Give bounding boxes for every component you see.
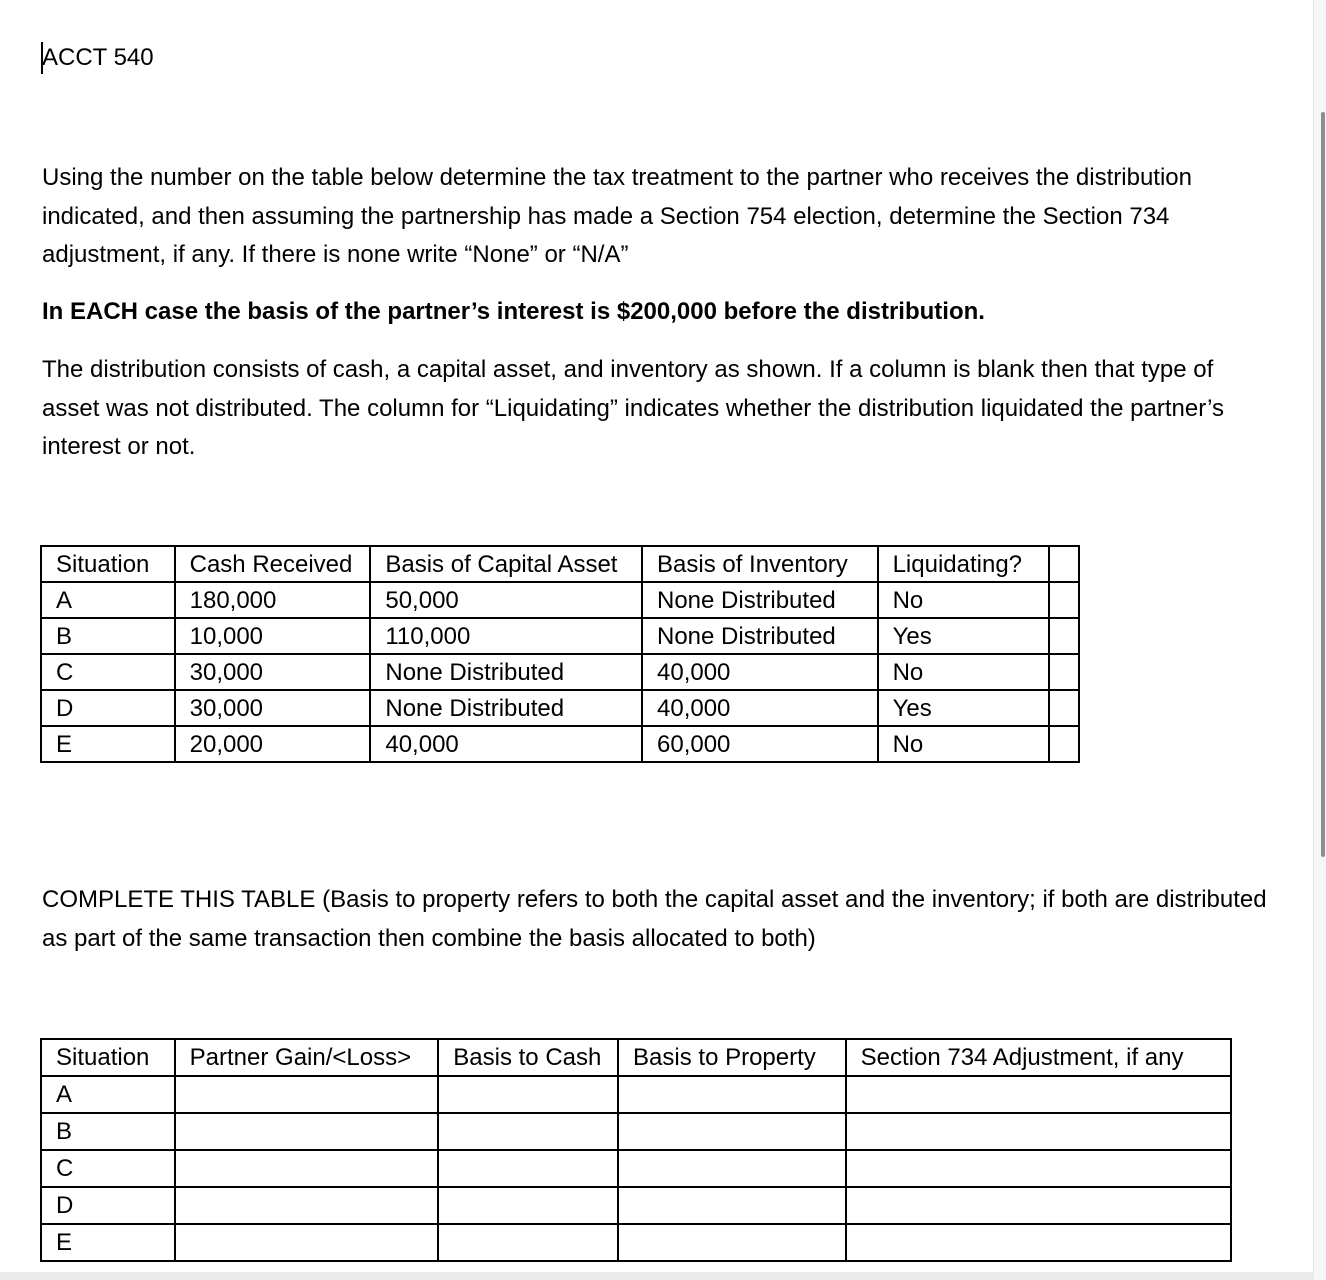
- table-row: [41, 582, 1079, 618]
- header-cell: Basis of Inventory: [642, 546, 878, 582]
- header-cell: Cash Received: [175, 546, 371, 582]
- table-cell: 60,000: [642, 726, 878, 762]
- distribution-table: [40, 545, 1080, 763]
- answer-cell[interactable]: [618, 1187, 846, 1224]
- table-cell: 30,000: [175, 654, 371, 690]
- table-row: [41, 1224, 1231, 1261]
- table-cell: C: [41, 1150, 175, 1187]
- table-cell: None Distributed: [642, 618, 878, 654]
- answer-cell[interactable]: [618, 1224, 846, 1261]
- table-row: [41, 726, 1079, 762]
- table-cell: 20,000: [175, 726, 371, 762]
- table-row: [41, 690, 1079, 726]
- table-row: [41, 1113, 1231, 1150]
- instruction-paragraph-basis: In EACH case the basis of the partner’s interest is $200,000 before the distribution.: [42, 298, 985, 325]
- answer-cell[interactable]: [175, 1150, 439, 1187]
- header-cell: Situation: [41, 1039, 175, 1076]
- table-cell: None Distributed: [642, 582, 878, 618]
- table-cell: Yes: [878, 618, 1050, 654]
- header-cell: Liquidating?: [878, 546, 1050, 582]
- table-cell: 30,000: [175, 690, 371, 726]
- table-cell: D: [41, 1187, 175, 1224]
- answer-cell[interactable]: [438, 1224, 618, 1261]
- answer-cell[interactable]: [438, 1113, 618, 1150]
- table-cell: E: [41, 726, 175, 762]
- table-row: [41, 618, 1079, 654]
- course-title: ACCT 540: [42, 44, 154, 71]
- table-cell: [1049, 654, 1079, 690]
- table-row: [41, 1187, 1231, 1224]
- answer-cell[interactable]: [438, 1076, 618, 1113]
- answer-cell[interactable]: [846, 1224, 1231, 1261]
- answer-cell[interactable]: [438, 1187, 618, 1224]
- instruction-paragraph-1: Using the number on the table below determine the tax treatment to the partner who receives the distribution indicated, and then assuming the partnership has made a Section 754 election, determine the Section 734 adjustment, if any. If there is none write “None” or “N/A”: [42, 164, 1192, 268]
- answer-cell[interactable]: [846, 1076, 1231, 1113]
- answer-table: [40, 1038, 1232, 1262]
- table-cell: No: [878, 654, 1050, 690]
- instruction-paragraph-distribution: The distribution consists of cash, a capital asset, and inventory as shown. If a column is blank then that type of asset was not distributed. The column for “Liquidating” indicates whether the distribution liquidated the partner’s interest or not.: [42, 356, 1225, 460]
- table-cell: None Distributed: [370, 654, 642, 690]
- table-cell: Yes: [878, 690, 1050, 726]
- answer-cell[interactable]: [846, 1113, 1231, 1150]
- answer-cell[interactable]: [846, 1187, 1231, 1224]
- header-cell: Partner Gain/<Loss>: [175, 1039, 439, 1076]
- complete-table-instruction: COMPLETE THIS TABLE (Basis to property refers to both the capital asset and the inventory; if both are distributed as part of the same transaction then combine the basis allocated to both): [42, 886, 1267, 952]
- table-row: [41, 1076, 1231, 1113]
- answer-cell[interactable]: [438, 1150, 618, 1187]
- table-cell: [1049, 690, 1079, 726]
- vertical-scrollbar[interactable]: [1313, 0, 1326, 1280]
- table-header-row: [41, 546, 1079, 582]
- table-cell: C: [41, 654, 175, 690]
- table-cell: 10,000: [175, 618, 371, 654]
- table-row: [41, 1150, 1231, 1187]
- answer-cell[interactable]: [175, 1187, 439, 1224]
- answer-cell[interactable]: [175, 1224, 439, 1261]
- header-cell: Basis to Property: [618, 1039, 846, 1076]
- answer-cell[interactable]: [175, 1113, 439, 1150]
- header-cell: Situation: [41, 546, 175, 582]
- table-cell: 40,000: [642, 654, 878, 690]
- table-cell: No: [878, 726, 1050, 762]
- answer-cell[interactable]: [618, 1113, 846, 1150]
- table-cell: A: [41, 582, 175, 618]
- table-cell: B: [41, 1113, 175, 1150]
- table-cell: No: [878, 582, 1050, 618]
- table-cell: 50,000: [370, 582, 642, 618]
- table-row: [41, 654, 1079, 690]
- table-cell: [1049, 618, 1079, 654]
- header-cell: Basis of Capital Asset: [370, 546, 642, 582]
- answer-cell[interactable]: [175, 1076, 439, 1113]
- table-cell: A: [41, 1076, 175, 1113]
- table-header-row: [41, 1039, 1231, 1076]
- answer-cell[interactable]: [846, 1150, 1231, 1187]
- header-cell: Basis to Cash: [438, 1039, 618, 1076]
- page-bottom-edge: [0, 1272, 1314, 1280]
- table-cell: 40,000: [370, 726, 642, 762]
- table-cell: D: [41, 690, 175, 726]
- scrollbar-thumb[interactable]: [1321, 112, 1325, 857]
- table-cell: B: [41, 618, 175, 654]
- table-cell: None Distributed: [370, 690, 642, 726]
- table-cell: 180,000: [175, 582, 371, 618]
- header-cell: Section 734 Adjustment, if any: [846, 1039, 1231, 1076]
- table-cell: 110,000: [370, 618, 642, 654]
- table-cell: [1049, 582, 1079, 618]
- table-cell: E: [41, 1224, 175, 1261]
- answer-cell[interactable]: [618, 1076, 846, 1113]
- answer-cell[interactable]: [618, 1150, 846, 1187]
- table-cell: [1049, 726, 1079, 762]
- table-cell: 40,000: [642, 690, 878, 726]
- header-cell: [1049, 546, 1079, 582]
